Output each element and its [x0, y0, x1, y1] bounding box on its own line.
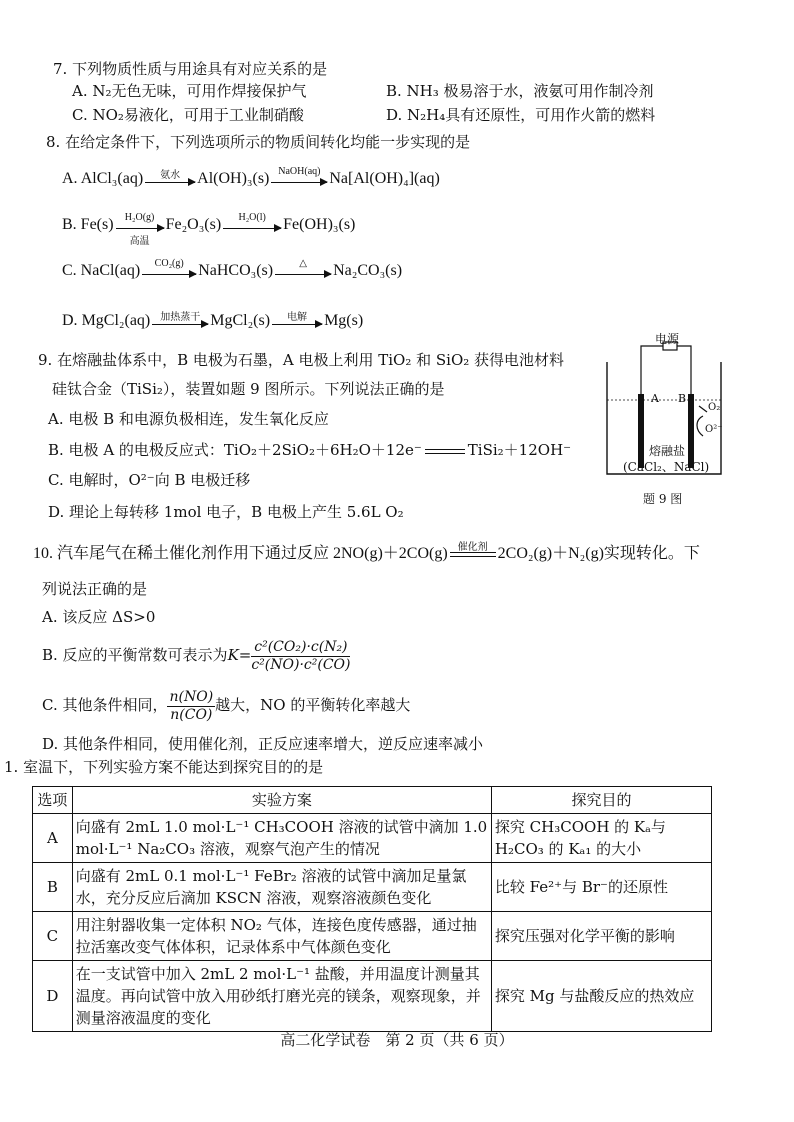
power-source-label: 电源	[655, 332, 680, 346]
oxide-ion-label: O²⁻	[705, 424, 723, 435]
header-goal: 探究目的	[491, 787, 711, 814]
page-footer: 高二化学试卷 第 2 页（共 6 页）	[280, 1031, 514, 1049]
row-option: B	[33, 863, 73, 912]
row-option: D	[33, 961, 73, 1032]
figure-caption: 题 9 图	[643, 492, 683, 506]
q10-option-d: D. 其他条件相同，使用催化剂，正反应速率增大，逆反应速率减小	[42, 735, 484, 753]
table-row	[33, 814, 712, 863]
q11-stem: 1. 室温下，下列实验方案不能达到探究目的的是	[4, 758, 324, 776]
table-row	[33, 912, 712, 961]
q8-option-d: D. MgCl₂(aq) 加热蒸干 MgCl₂(s) 电解 Mg(s)	[62, 311, 364, 329]
q8-option-c: C. NaCl(aq) CO₂(g) NaHCO₃(s) △ Na₂CO₃(s)	[62, 257, 403, 279]
row-plan: 向盛有 2mL 0.1 mol·L⁻¹ FeBr₂ 溶液的试管中滴加足量氯水，充分反应后滴加 KSCN 溶液，观察溶液颜色变化	[72, 863, 491, 912]
row-plan: 用注射器收集一定体积 NO₂ 气体，连接色度传感器，通过抽拉活塞改变气体体积，记录体系中气体颜色变化	[72, 912, 491, 961]
electrode-b-label: B	[678, 392, 687, 405]
row-option: A	[33, 814, 73, 863]
molten-salt-label: 熔融盐	[649, 444, 686, 458]
q8-stem: 8. 在给定条件下，下列选项所示的物质间转化均能一步实现的是	[46, 133, 471, 151]
row-goal: 比较 Fe²⁺与 Br⁻的还原性	[491, 863, 711, 912]
row-goal: 探究压强对化学平衡的影响	[491, 912, 711, 961]
q10-option-b: B. 反应的平衡常数可表示为K= $\frac{\text{c²(CO₂)·c(N₂)}}{\text{c²(NO)·c²(CO)}}$	[42, 638, 351, 673]
row-option: C	[33, 912, 73, 961]
header-option: 选项	[33, 787, 73, 814]
header-plan: 实验方案	[72, 787, 491, 814]
q9-stem-line2: 硅钛合金（TiSi₂），装置如题 9 图所示。下列说法正确的是	[52, 380, 445, 398]
o2-label: O₂	[708, 402, 721, 413]
q8-option-a: A. AlCl₃(aq) 氨水 Al(OH)₃(s) NaOH(aq) Na[Al(OH)₄](aq)	[62, 165, 440, 187]
q7-option-d: D. N₂H₄具有还原性，可用作火箭的燃料	[386, 106, 656, 124]
q9-option-d: D. 理论上每转移 1mol 电子，B 电极上产生 5.6L O₂	[48, 503, 404, 521]
row-goal: 探究 Mg 与盐酸反应的热效应	[491, 961, 711, 1032]
q9-option-b: B. 电极 A 的电极反应式：TiO₂＋2SiO₂＋6H₂O＋12e⁻ TiSi₂＋12OH⁻	[48, 441, 572, 459]
table-row	[33, 863, 712, 912]
q10-option-c: C. 其他条件相同， $\frac{n(NO)}{n(CO)}$ 越大，NO 的平衡转化率越大	[42, 688, 411, 723]
q9-option-c: C. 电解时，O²⁻向 B 电极迁移	[48, 471, 251, 489]
salt-composition-label: (CaCl₂、NaCl)	[623, 460, 710, 474]
row-plan: 向盛有 2mL 1.0 mol·L⁻¹ CH₃COOH 溶液的试管中滴加 1.0 mol·L⁻¹ Na₂CO₃ 溶液，观察气泡产生的情况	[72, 814, 491, 863]
q7-option-b: B. NH₃ 极易溶于水，液氨可用作制冷剂	[386, 82, 654, 100]
q9-stem-line1: 9. 在熔融盐体系中，B 电极为石墨，A 电极上利用 TiO₂ 和 SiO₂ 获得电池材料	[38, 351, 565, 369]
electrolysis-diagram	[603, 330, 725, 510]
row-plan: 在一支试管中加入 2mL 2 mol·L⁻¹ 盐酸，并用温度计测量其温度。再向试管中放入用砂纸打磨光亮的镁条，观察现象，并测量溶液温度的变化	[72, 961, 491, 1032]
q10-stem-line2: 列说法正确的是	[42, 580, 148, 598]
q7-option-a: A. N₂无色无味，可用作焊接保护气	[72, 82, 307, 100]
q10-stem-line1: 10. 汽车尾气在稀土催化剂作用下通过反应 2NO(g)＋2CO(g) 催化剂 2CO₂(g)＋N₂(g)实现转化。下	[33, 541, 700, 562]
q9-option-a: A. 电极 B 和电源负极相连，发生氧化反应	[48, 410, 329, 428]
q7-option-c: C. NO₂易液化，可用于工业制硝酸	[72, 106, 304, 124]
table-row	[33, 961, 712, 1032]
row-goal: 探究 CH₃COOH 的 Kₐ与 H₂CO₃ 的 Kₐ₁ 的大小	[491, 814, 711, 863]
electrode-a-label: A	[651, 392, 659, 405]
table-header-row	[33, 787, 712, 814]
experiment-table	[32, 786, 712, 1032]
electrolysis-figure	[603, 330, 725, 510]
q7-stem: 7. 下列物质性质与用途具有对应关系的是	[53, 60, 328, 78]
q10-option-a: A. 该反应 ΔS>0	[42, 608, 156, 626]
q8-option-b: B. Fe(s) H₂O(g) 高温 Fe₂O₃(s) H₂O(l) Fe(OH)₃(s)	[62, 211, 356, 247]
